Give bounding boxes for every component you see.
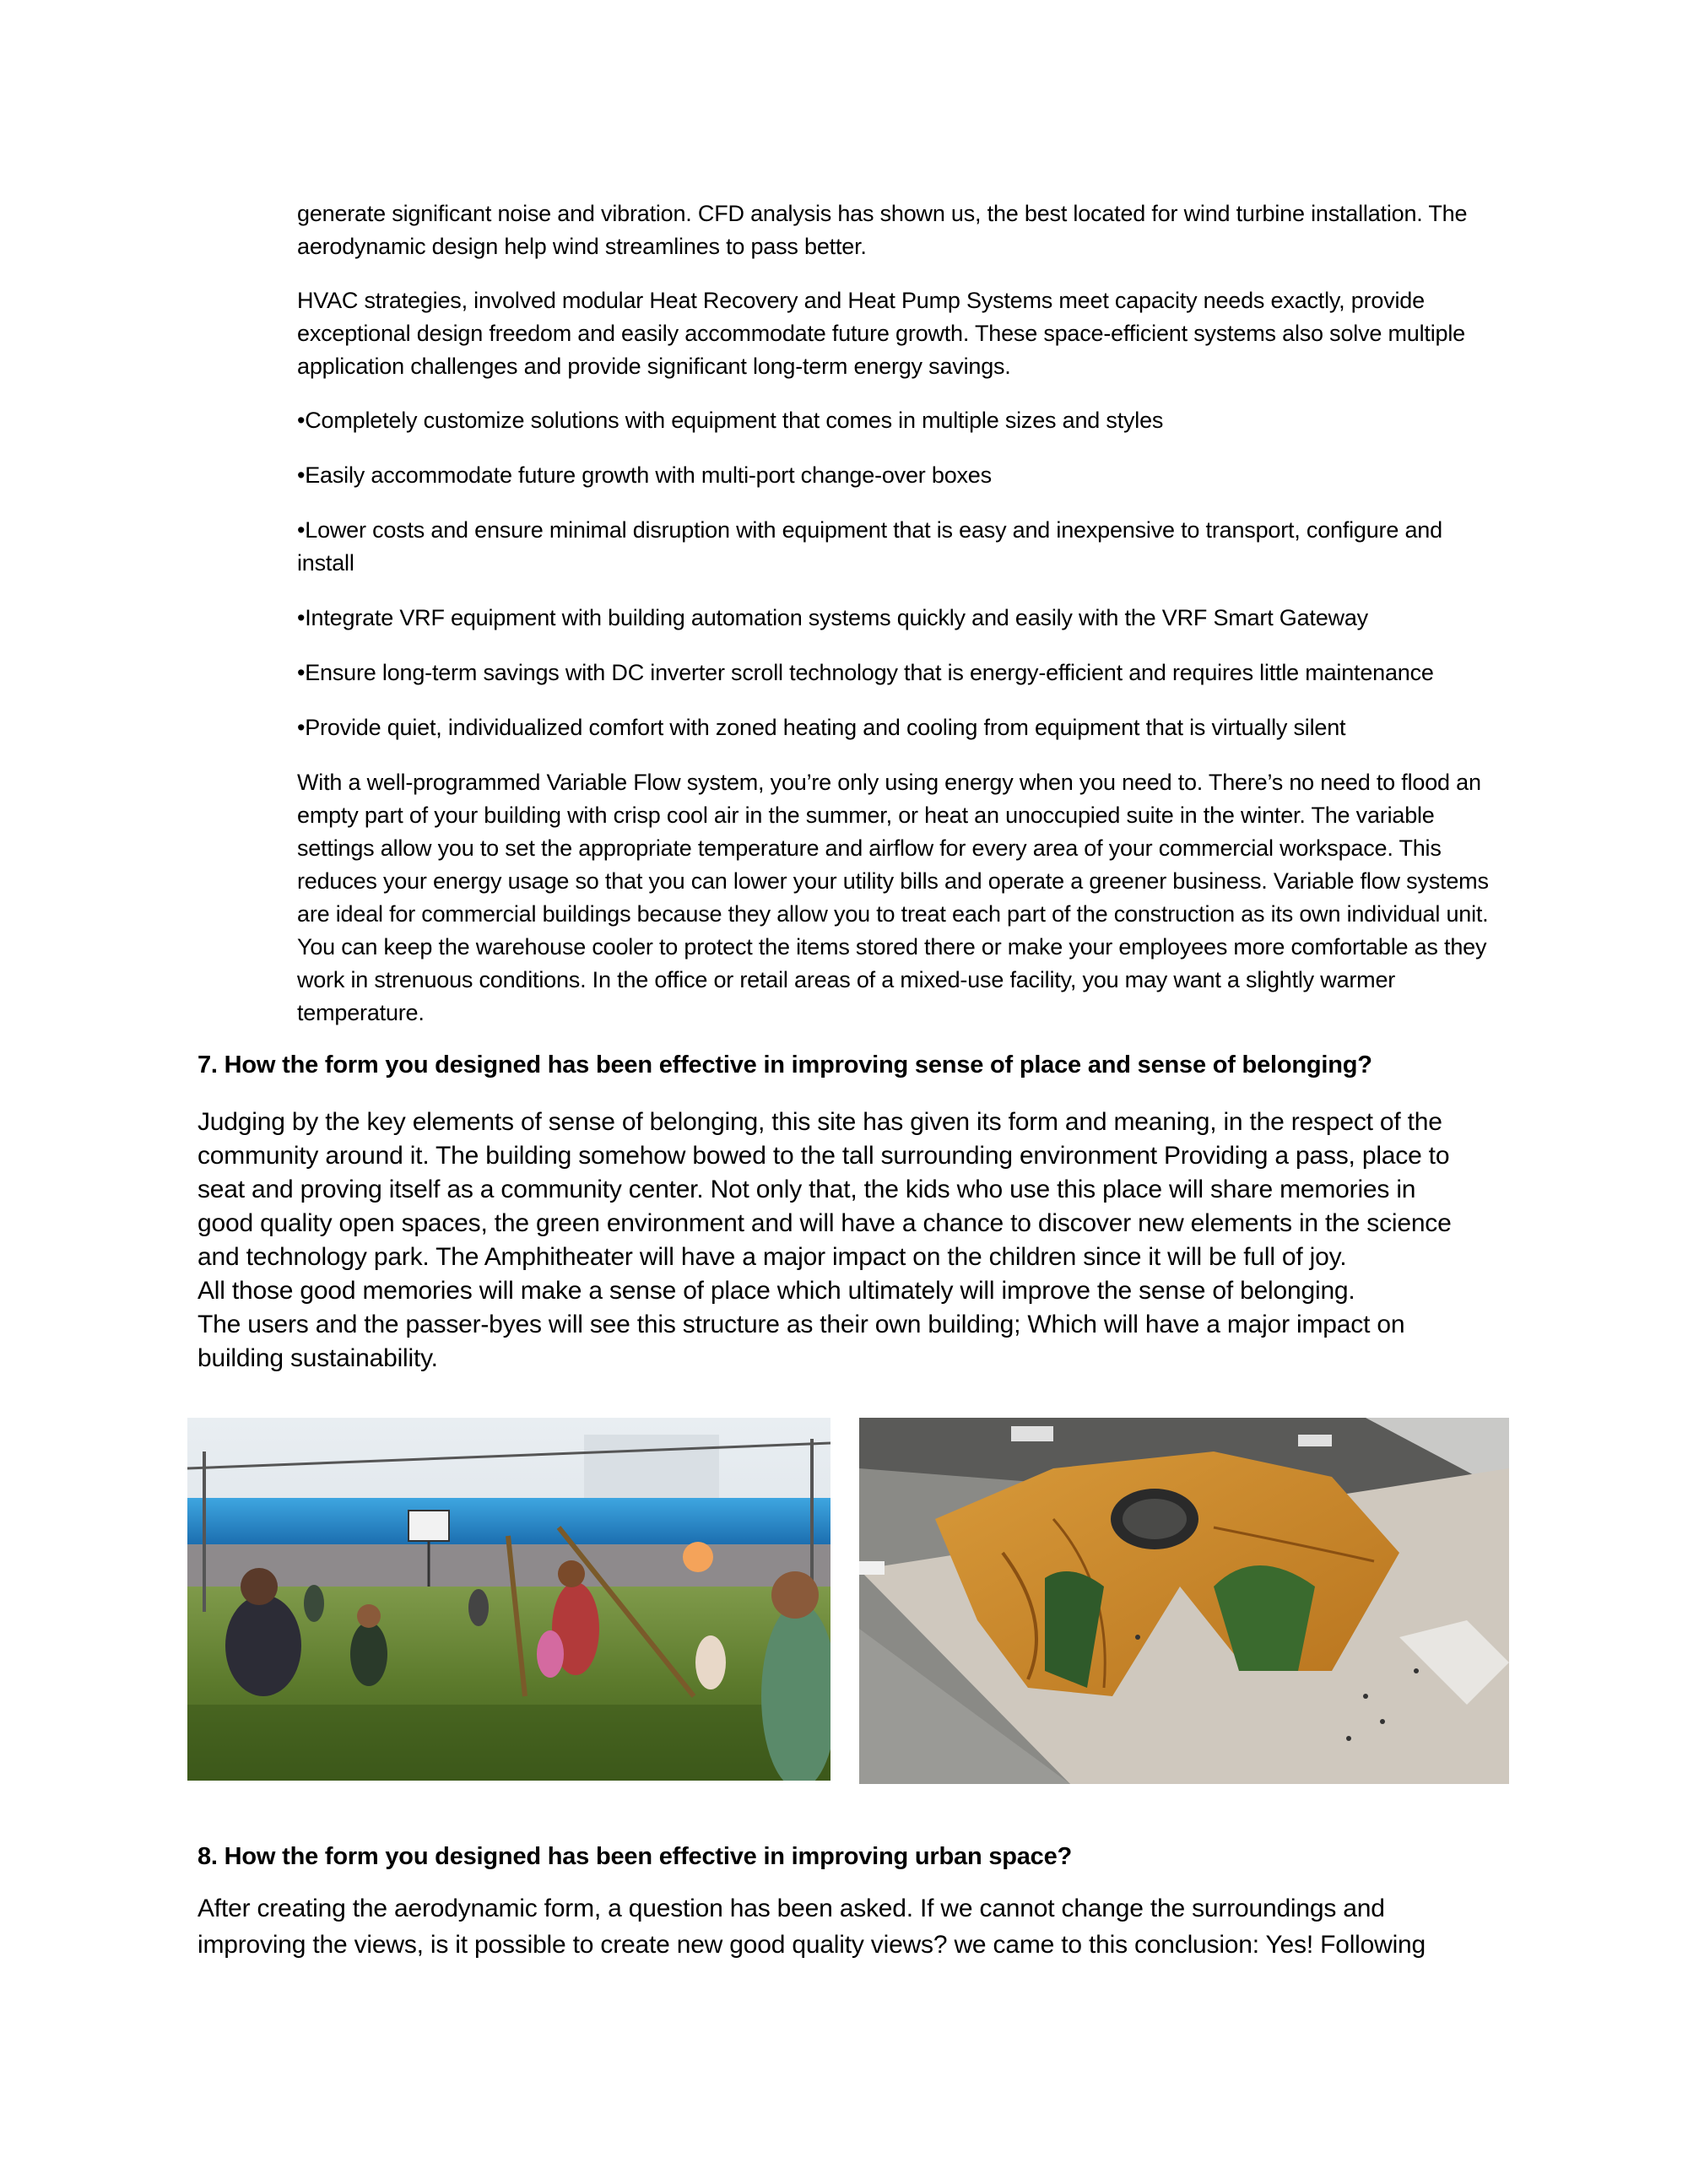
bullet-item: •Easily accommodate future growth with multi-port change-over boxes bbox=[297, 462, 992, 488]
intro-paragraph: generate significant noise and vibration. CFD analysis has shown us, the best located for wind turbine installation. The aerodynamic design help wind streamlines to pass better. bbox=[297, 201, 1468, 259]
section-7-paragraph bbox=[197, 1106, 1514, 1376]
variable-flow-paragraph: With a well-programmed Variable Flow system, you’re only using energy when you need to. There’s no need to flood an empty part of your building with crisp cool air in the summer, or heat an unoccupied suite in the winter. The variable settings allow you to set the appropriate temperature and airflow for every area of your commercial workspace. This reduces your energy usage so that you can lower your utility bills and operate a greener business. Variable flow systems are ideal for commercial buildings because they allow you to treat each part of the construction as its own individual unit. You can keep the warehouse cooler to protect the items stored there or make your employees more comfortable as they work in strenuous conditions. In the office or retail areas of a mixed-use facility, you may want a slightly warmer temperature. bbox=[297, 770, 1489, 1025]
bullet-item: •Provide quiet, individualized comfort with zoned heating and cooling from equipment that is virtually silent bbox=[297, 715, 1346, 740]
text-line: good quality open spaces, the green environment and will have a chance to discover new elements in the science bbox=[197, 1209, 1452, 1237]
text-line: seat and proving itself as a community center. Not only that, the kids who use this place will share memories in bbox=[197, 1176, 1416, 1203]
text-line: and technology park. The Amphitheater will have a major impact on the children since it will be full of joy. bbox=[197, 1243, 1347, 1271]
indented-text-block bbox=[297, 197, 1504, 1051]
text-line: The users and the passer-byes will see this structure as their own building; Which will have a major impact on bbox=[197, 1311, 1405, 1338]
aerial-building-rendering-image bbox=[859, 1418, 1509, 1784]
text-line: All those good memories will make a sense of place which ultimately will improve the sense of belonging. bbox=[197, 1277, 1355, 1305]
text-line: building sustainability. bbox=[197, 1344, 438, 1372]
bullet-item: •Ensure long-term savings with DC inverter scroll technology that is energy-efficient and requires little maintenance bbox=[297, 660, 1434, 685]
bullet-item: •Integrate VRF equipment with building automation systems quickly and easily with the VRF Smart Gateway bbox=[297, 605, 1368, 630]
bullet-item: •Completely customize solutions with equipment that comes in multiple sizes and styles bbox=[297, 408, 1164, 433]
text-line: improving the views, is it possible to create new good quality views? we came to this conclusion: Yes! Following bbox=[197, 1931, 1426, 1959]
section-7-heading: 7. How the form you designed has been effective in improving sense of place and sense of belonging? bbox=[197, 1051, 1372, 1078]
text-line: After creating the aerodynamic form, a question has been asked. If we cannot change the surroundings and bbox=[197, 1895, 1385, 1922]
section-8-heading: 8. How the form you designed has been effective in improving urban space? bbox=[197, 1843, 1073, 1870]
text-line: community around it. The building somehow bowed to the tall surrounding environment Providing a pass, place to bbox=[197, 1142, 1450, 1170]
bullet-item: •Lower costs and ensure minimal disruption with equipment that is easy and inexpensive to transport, configure and install bbox=[297, 517, 1442, 576]
hvac-paragraph: HVAC strategies, involved modular Heat Recovery and Heat Pump Systems meet capacity needs exactly, provide exceptional design freedom and easily accommodate future growth. These space-efficient systems also solve multiple application challenges and provide significant long-term energy savings. bbox=[297, 288, 1465, 379]
playground-rendering-image bbox=[187, 1418, 830, 1781]
section-8-paragraph bbox=[197, 1890, 1514, 1963]
text-line: Judging by the key elements of sense of belonging, this site has given its form and meaning, in the respect of the bbox=[197, 1108, 1442, 1136]
